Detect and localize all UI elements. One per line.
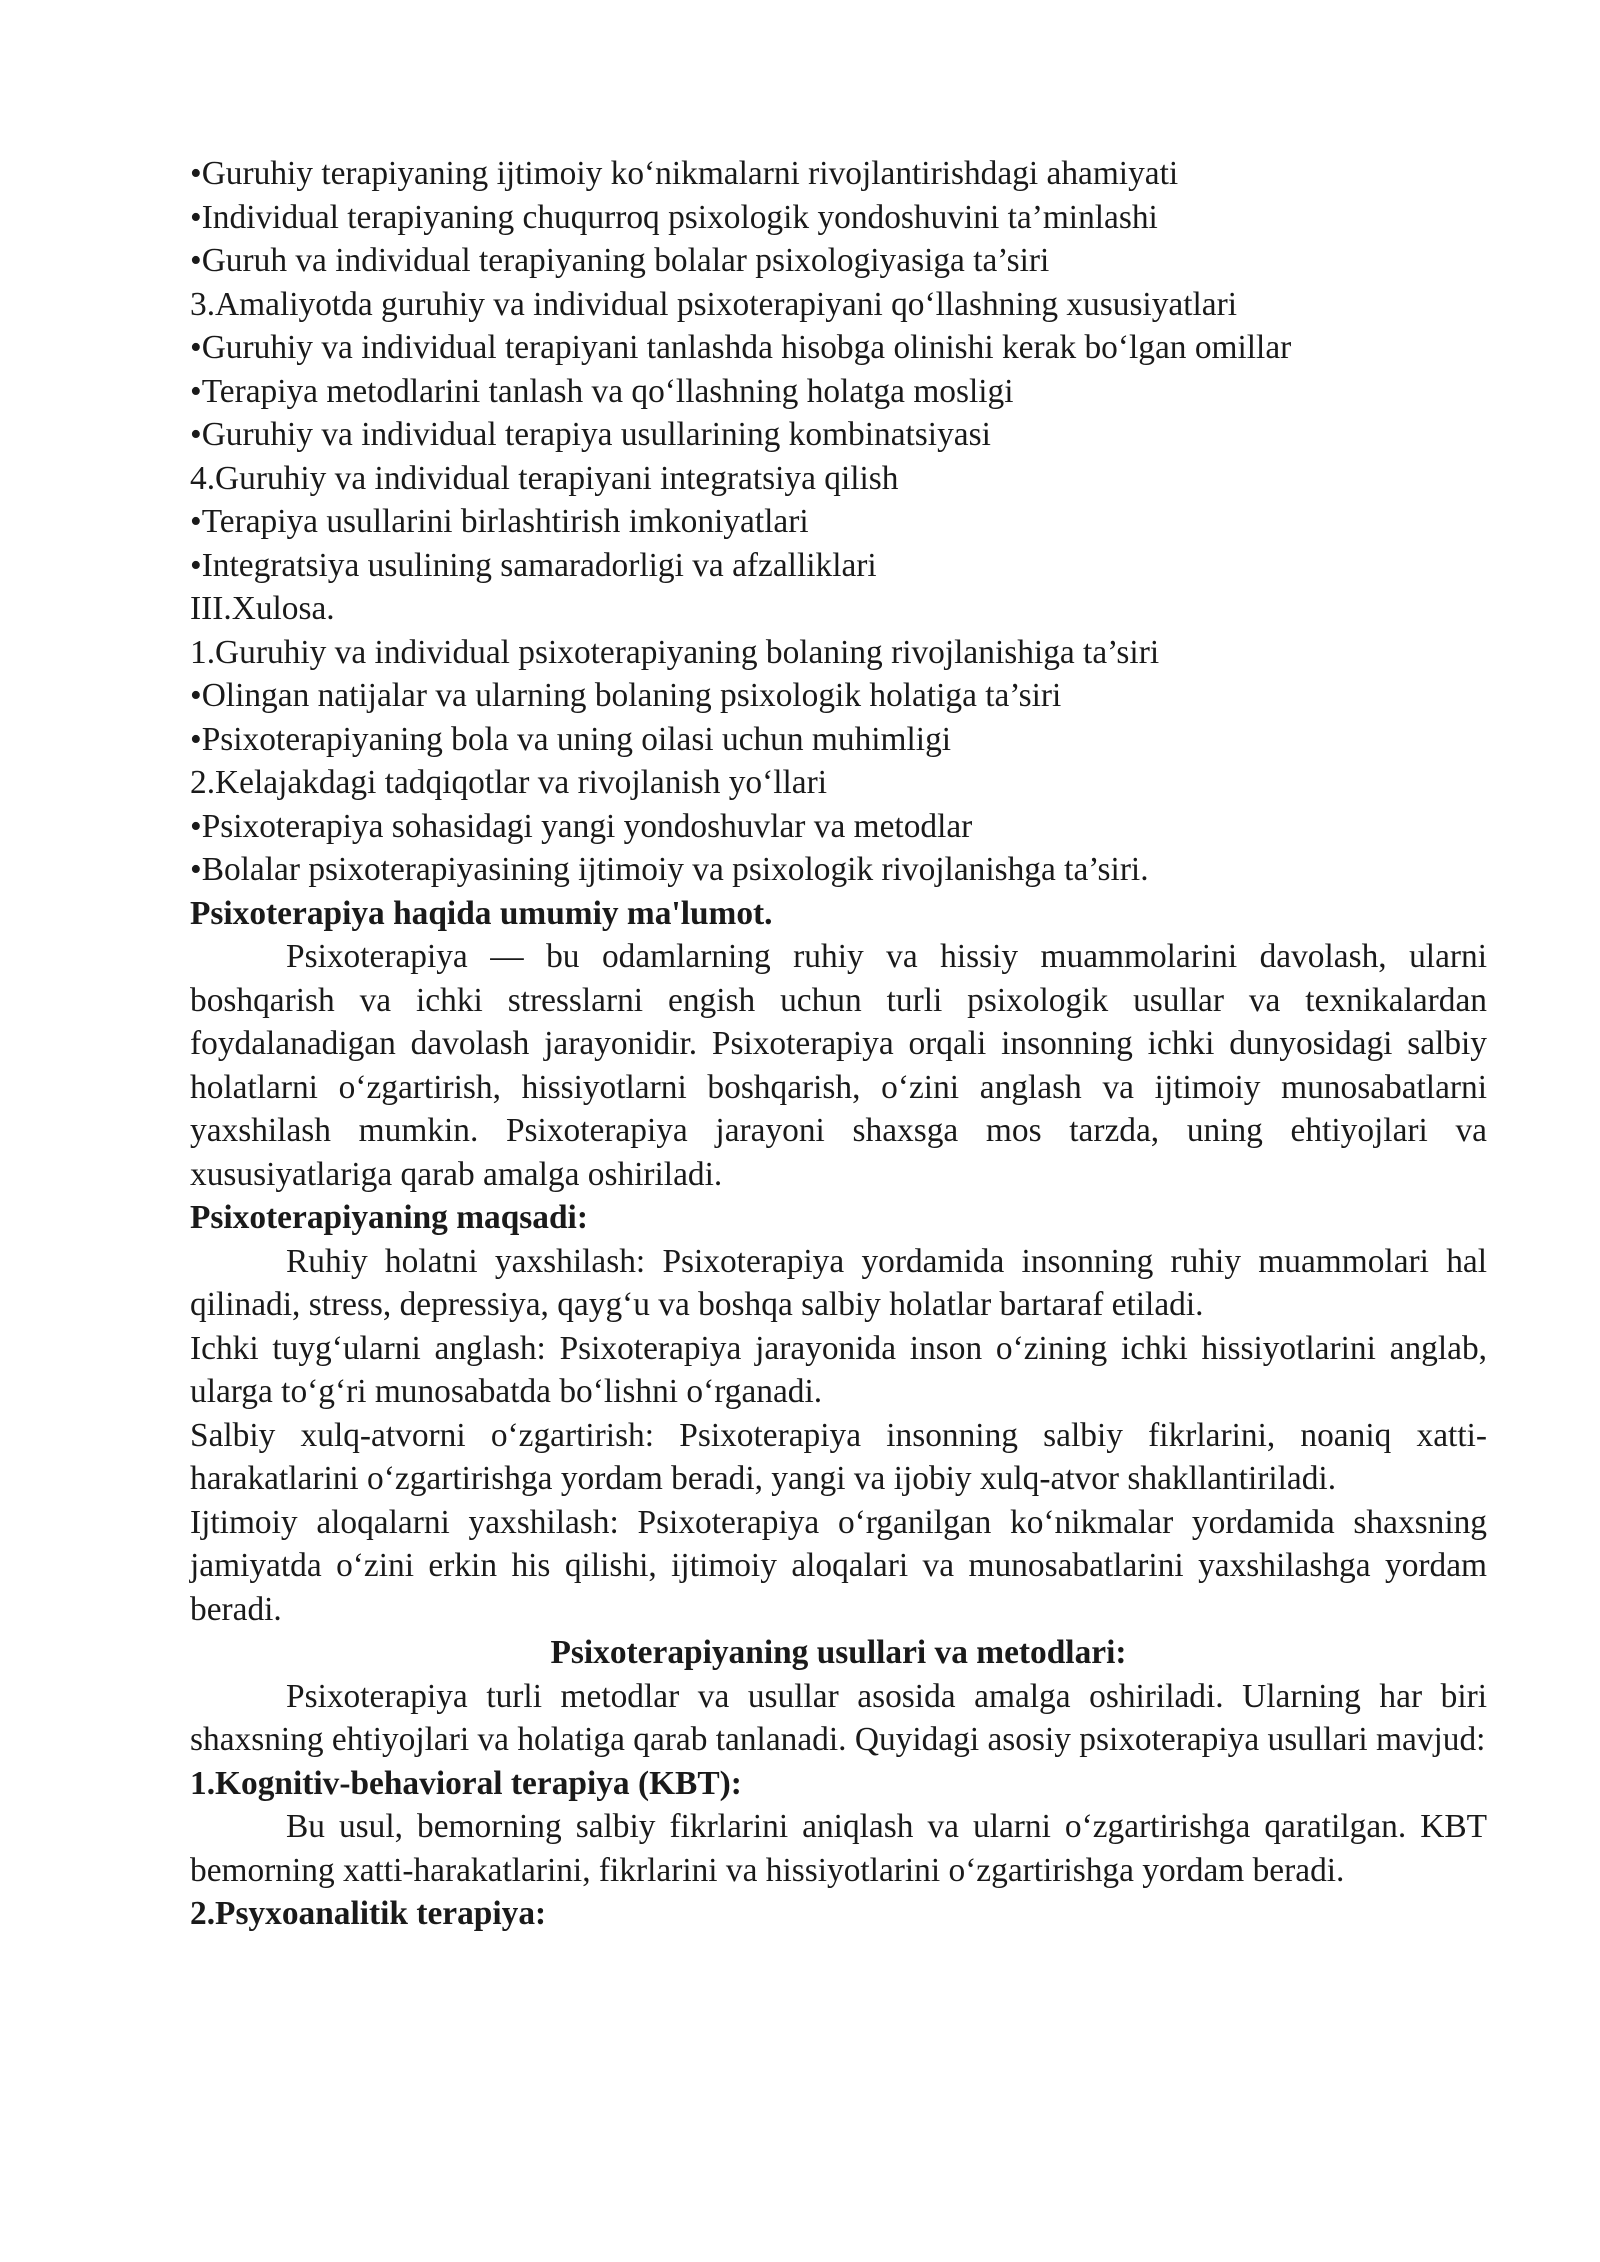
outline-line: •Guruhiy terapiyaning ijtimoiy ko‘nikmalarni rivojlantirishdagi ahamiyati [190, 155, 1179, 192]
outline-list [190, 152, 1487, 892]
outline-line: •Olingan natijalar va ularning bolaning psixologik holatiga ta’siri [190, 677, 1062, 714]
goal-item: Ruhiy holatni yaxshilash: Psixoterapiya yordamida insonning ruhiy muammolari hal qilinadi, stress, depressiya, qayg‘u va boshqa salbiy holatlar bartaraf etiladi. [190, 1242, 1487, 1323]
paragraph-kbt: Bu usul, bemorning salbiy fikrlarini aniqlash va ularni o‘zgartirishga qaratilgan. KBT bemorning xatti-harakatlarini, fikrlarini va hissiyotlarini o‘zgartirishga yordam beradi. [190, 1808, 1487, 1889]
paragraph-general: Psixoterapiya — bu odamlarning ruhiy va hissiy muammolarini davolash, ularni boshqarish va ichki stresslarni engish uchun turli psixologik usullar va texnikalardan foydalanadigan davolash jarayonidir. Psixoterapiya orqali insonning ichki dunyosidagi salbiy holatlarni o‘zgartirish, hissiyotlarni boshqarish, o‘zini anglash va ijtimoiy munosabatlarni yaxshilash mumkin. Psixoterapiya jarayoni shaxsga mos tarzda, uning ehtiyojlari va xususiyatlariga qarab amalga oshiriladi. [190, 938, 1487, 1193]
goal-item: Ichki tuyg‘ularni anglash: Psixoterapiya jarayonida inson o‘zining ichki hissiyotlarini anglab, ularga to‘g‘ri munosabatda bo‘lishni o‘rganadi. [190, 1329, 1487, 1410]
outline-line: 2.Kelajakdagi tadqiqotlar va rivojlanish yo‘llari [190, 764, 828, 801]
outline-line: •Terapiya usullarini birlashtirish imkoniyatlari [190, 503, 809, 540]
outline-line: •Guruhiy va individual terapiya usullarining kombinatsiyasi [190, 416, 991, 453]
outline-line: •Psixoterapiyaning bola va uning oilasi uchun muhimligi [190, 720, 952, 758]
outline-line: •Individual terapiyaning chuqurroq psixologik yondoshuvini ta’minlashi [190, 198, 1158, 236]
method-heading-psychoanalytic: 2.Psyxoanalitik terapiya: [190, 1895, 547, 1932]
outline-line: •Guruh va individual terapiyaning bolalar psixologiyasiga ta’siri [190, 242, 1050, 279]
outline-line: 4.Guruhiy va individual terapiyani integratsiya qilish [190, 459, 899, 497]
outline-line: •Psixoterapiya sohasidagi yangi yondoshuvlar va metodlar [190, 807, 973, 845]
outline-line: •Bolalar psixoterapiyasining ijtimoiy va psixologik rivojlanishga ta’siri. [190, 851, 1149, 888]
method-heading-kbt: 1.Kognitiv-behavioral terapiya (KBT): [190, 1764, 742, 1802]
section-heading-goals: Psixoterapiyaning maqsadi: [190, 1199, 588, 1236]
section-heading-methods: Psixoterapiyaning usullari va metodlari: [550, 1634, 1127, 1671]
outline-line: •Integratsiya usulining samaradorligi va afzalliklari [190, 546, 877, 584]
paragraph-methods: Psixoterapiya turli metodlar va usullar asosida amalga oshiriladi. Ularning har biri shaxsning ehtiyojlari va holatiga qarab tanlanadi. Quyidagi asosiy psixoterapiya usullari mavjud: [190, 1677, 1487, 1758]
outline-line: •Terapiya metodlarini tanlash va qo‘llashning holatga mosligi [190, 372, 1014, 410]
section-heading-general: Psixoterapiya haqida umumiy ma'lumot. [190, 894, 773, 932]
goal-item: Salbiy xulq-atvorni o‘zgartirish: Psixoterapiya insonning salbiy fikrlarini, noaniq xatti-harakatlarini o‘zgartirishga yordam beradi, yangi va ijobiy xulq-atvor shakllantiriladi. [190, 1416, 1487, 1497]
goal-item: Ijtimoiy aloqalarni yaxshilash: Psixoterapiya o‘rganilgan ko‘nikmalar yordamida shaxsning jamiyatda o‘zini erkin his qilishi, ijtimoiy aloqalari va munosabatlarini yaxshilashga yordam beradi. [190, 1503, 1487, 1628]
outline-line: III.Xulosa. [190, 590, 335, 627]
page-content [190, 152, 1487, 1936]
outline-line: 3.Amaliyotda guruhiy va individual psixoterapiyani qo‘llashning xususiyatlari [190, 285, 1237, 323]
outline-line: •Guruhiy va individual terapiyani tanlashda hisobga olinishi kerak bo‘lgan omillar [190, 329, 1292, 366]
outline-line: 1.Guruhiy va individual psixoterapiyaning bolaning rivojlanishiga ta’siri [190, 633, 1160, 671]
